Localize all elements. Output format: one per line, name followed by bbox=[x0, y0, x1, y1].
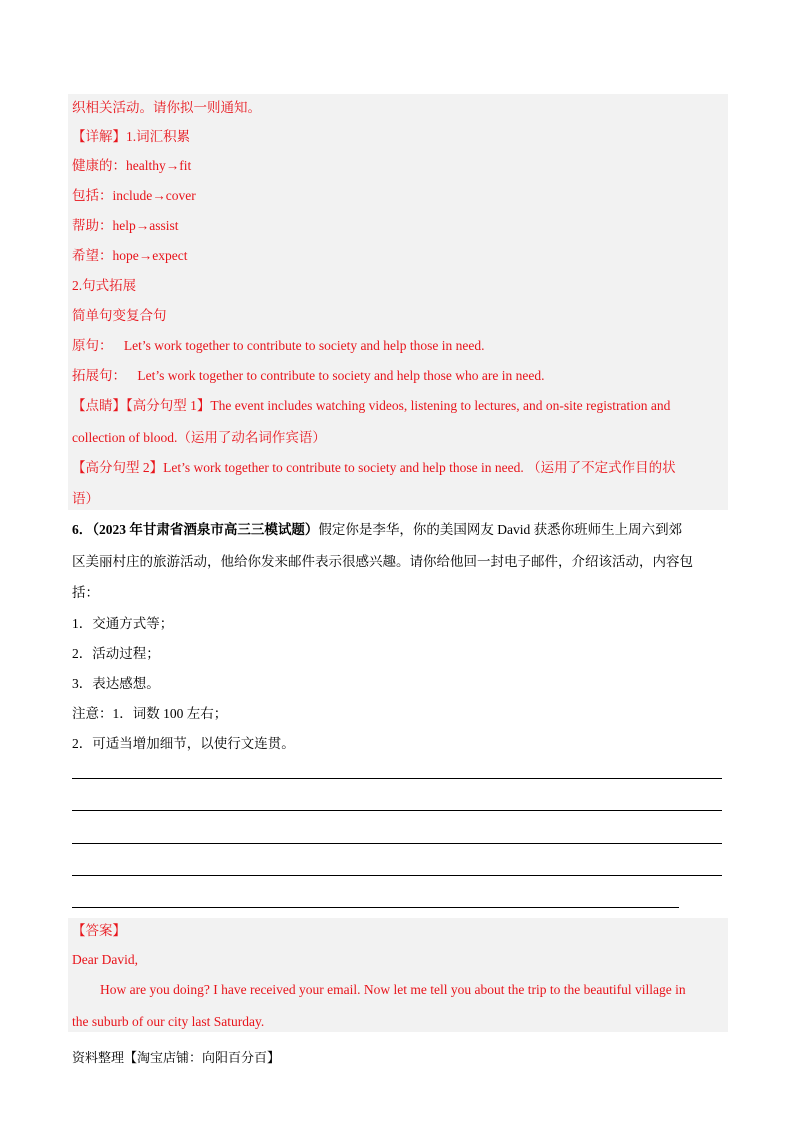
writing-line bbox=[72, 810, 722, 811]
section2-subheading: 简单句变复合句 bbox=[72, 308, 167, 323]
highlight-line: collection of blood.（运用了动名词作宾语） bbox=[72, 430, 326, 445]
expanded-sentence bbox=[72, 366, 545, 386]
question-note: 2．可适当增加细节，以使行文连贯。 bbox=[72, 736, 295, 751]
footer-text: 资料整理【淘宝店铺：向阳百分百】 bbox=[72, 1050, 281, 1065]
writing-line bbox=[72, 875, 722, 876]
answer-paragraph-line: the suburb of our city last Saturday. bbox=[72, 1014, 265, 1029]
expanded-text: Let’s work together to contribute to society and help those who are in need. bbox=[137, 368, 545, 383]
vocab-item: 健康的：healthy→fit bbox=[72, 158, 192, 173]
expanded-label: 拓展句： bbox=[72, 368, 126, 383]
question-source: （2023 年甘肃省酒泉市高三三模试题） bbox=[92, 522, 319, 537]
question-item: 2．活动过程； bbox=[72, 646, 160, 661]
question-note: 注意：1．词数 100 左右； bbox=[72, 706, 228, 721]
original-text: Let’s work together to contribute to society and help those in need. bbox=[123, 338, 485, 353]
question-item: 3．表达感想。 bbox=[72, 676, 160, 691]
question-prompt-line bbox=[72, 520, 682, 540]
original-sentence bbox=[72, 336, 485, 356]
section2-heading: 2.句式拓展 bbox=[72, 278, 137, 293]
writing-line bbox=[72, 843, 722, 844]
pattern2-line: 【高分句型 2】Let’s work together to contribute to society and help those in need. （运用了不定式作目的状 bbox=[72, 460, 676, 475]
question-number: 6． bbox=[72, 522, 93, 537]
question-item: 1．交通方式等； bbox=[72, 616, 174, 631]
detail-heading: 【详解】1.词汇积累 bbox=[72, 129, 191, 144]
answer-heading: 【答案】 bbox=[72, 923, 126, 938]
highlight-line: 【点睛】【高分句型 1】The event includes watching videos, listening to lectures, and on-site registration and bbox=[72, 398, 671, 413]
analysis-continuation: 织相关活动。请你拟一则通知。 bbox=[72, 100, 261, 115]
question-prompt-line: 括： bbox=[72, 585, 99, 600]
writing-line bbox=[72, 778, 722, 779]
writing-line bbox=[72, 907, 679, 908]
question-prompt-start: 假定你是李华，你的美国网友 David 获悉你班师生上周六到郊 bbox=[318, 522, 683, 537]
pattern2-line: 语） bbox=[72, 491, 99, 506]
original-label: 原句： bbox=[72, 338, 113, 353]
vocab-item: 包括：include→cover bbox=[72, 188, 196, 203]
question-prompt-line: 区美丽村庄的旅游活动，他给你发来邮件表示很感兴趣。请你给他回一封电子邮件，介绍该活动，内容包 bbox=[72, 554, 693, 569]
vocab-item: 帮助：help→assist bbox=[72, 218, 179, 233]
answer-salutation: Dear David, bbox=[72, 952, 138, 967]
vocab-item: 希望：hope→expect bbox=[72, 248, 188, 263]
answer-paragraph-line: How are you doing? I have received your email. Now let me tell you about the trip to the beautiful village in bbox=[100, 982, 686, 997]
